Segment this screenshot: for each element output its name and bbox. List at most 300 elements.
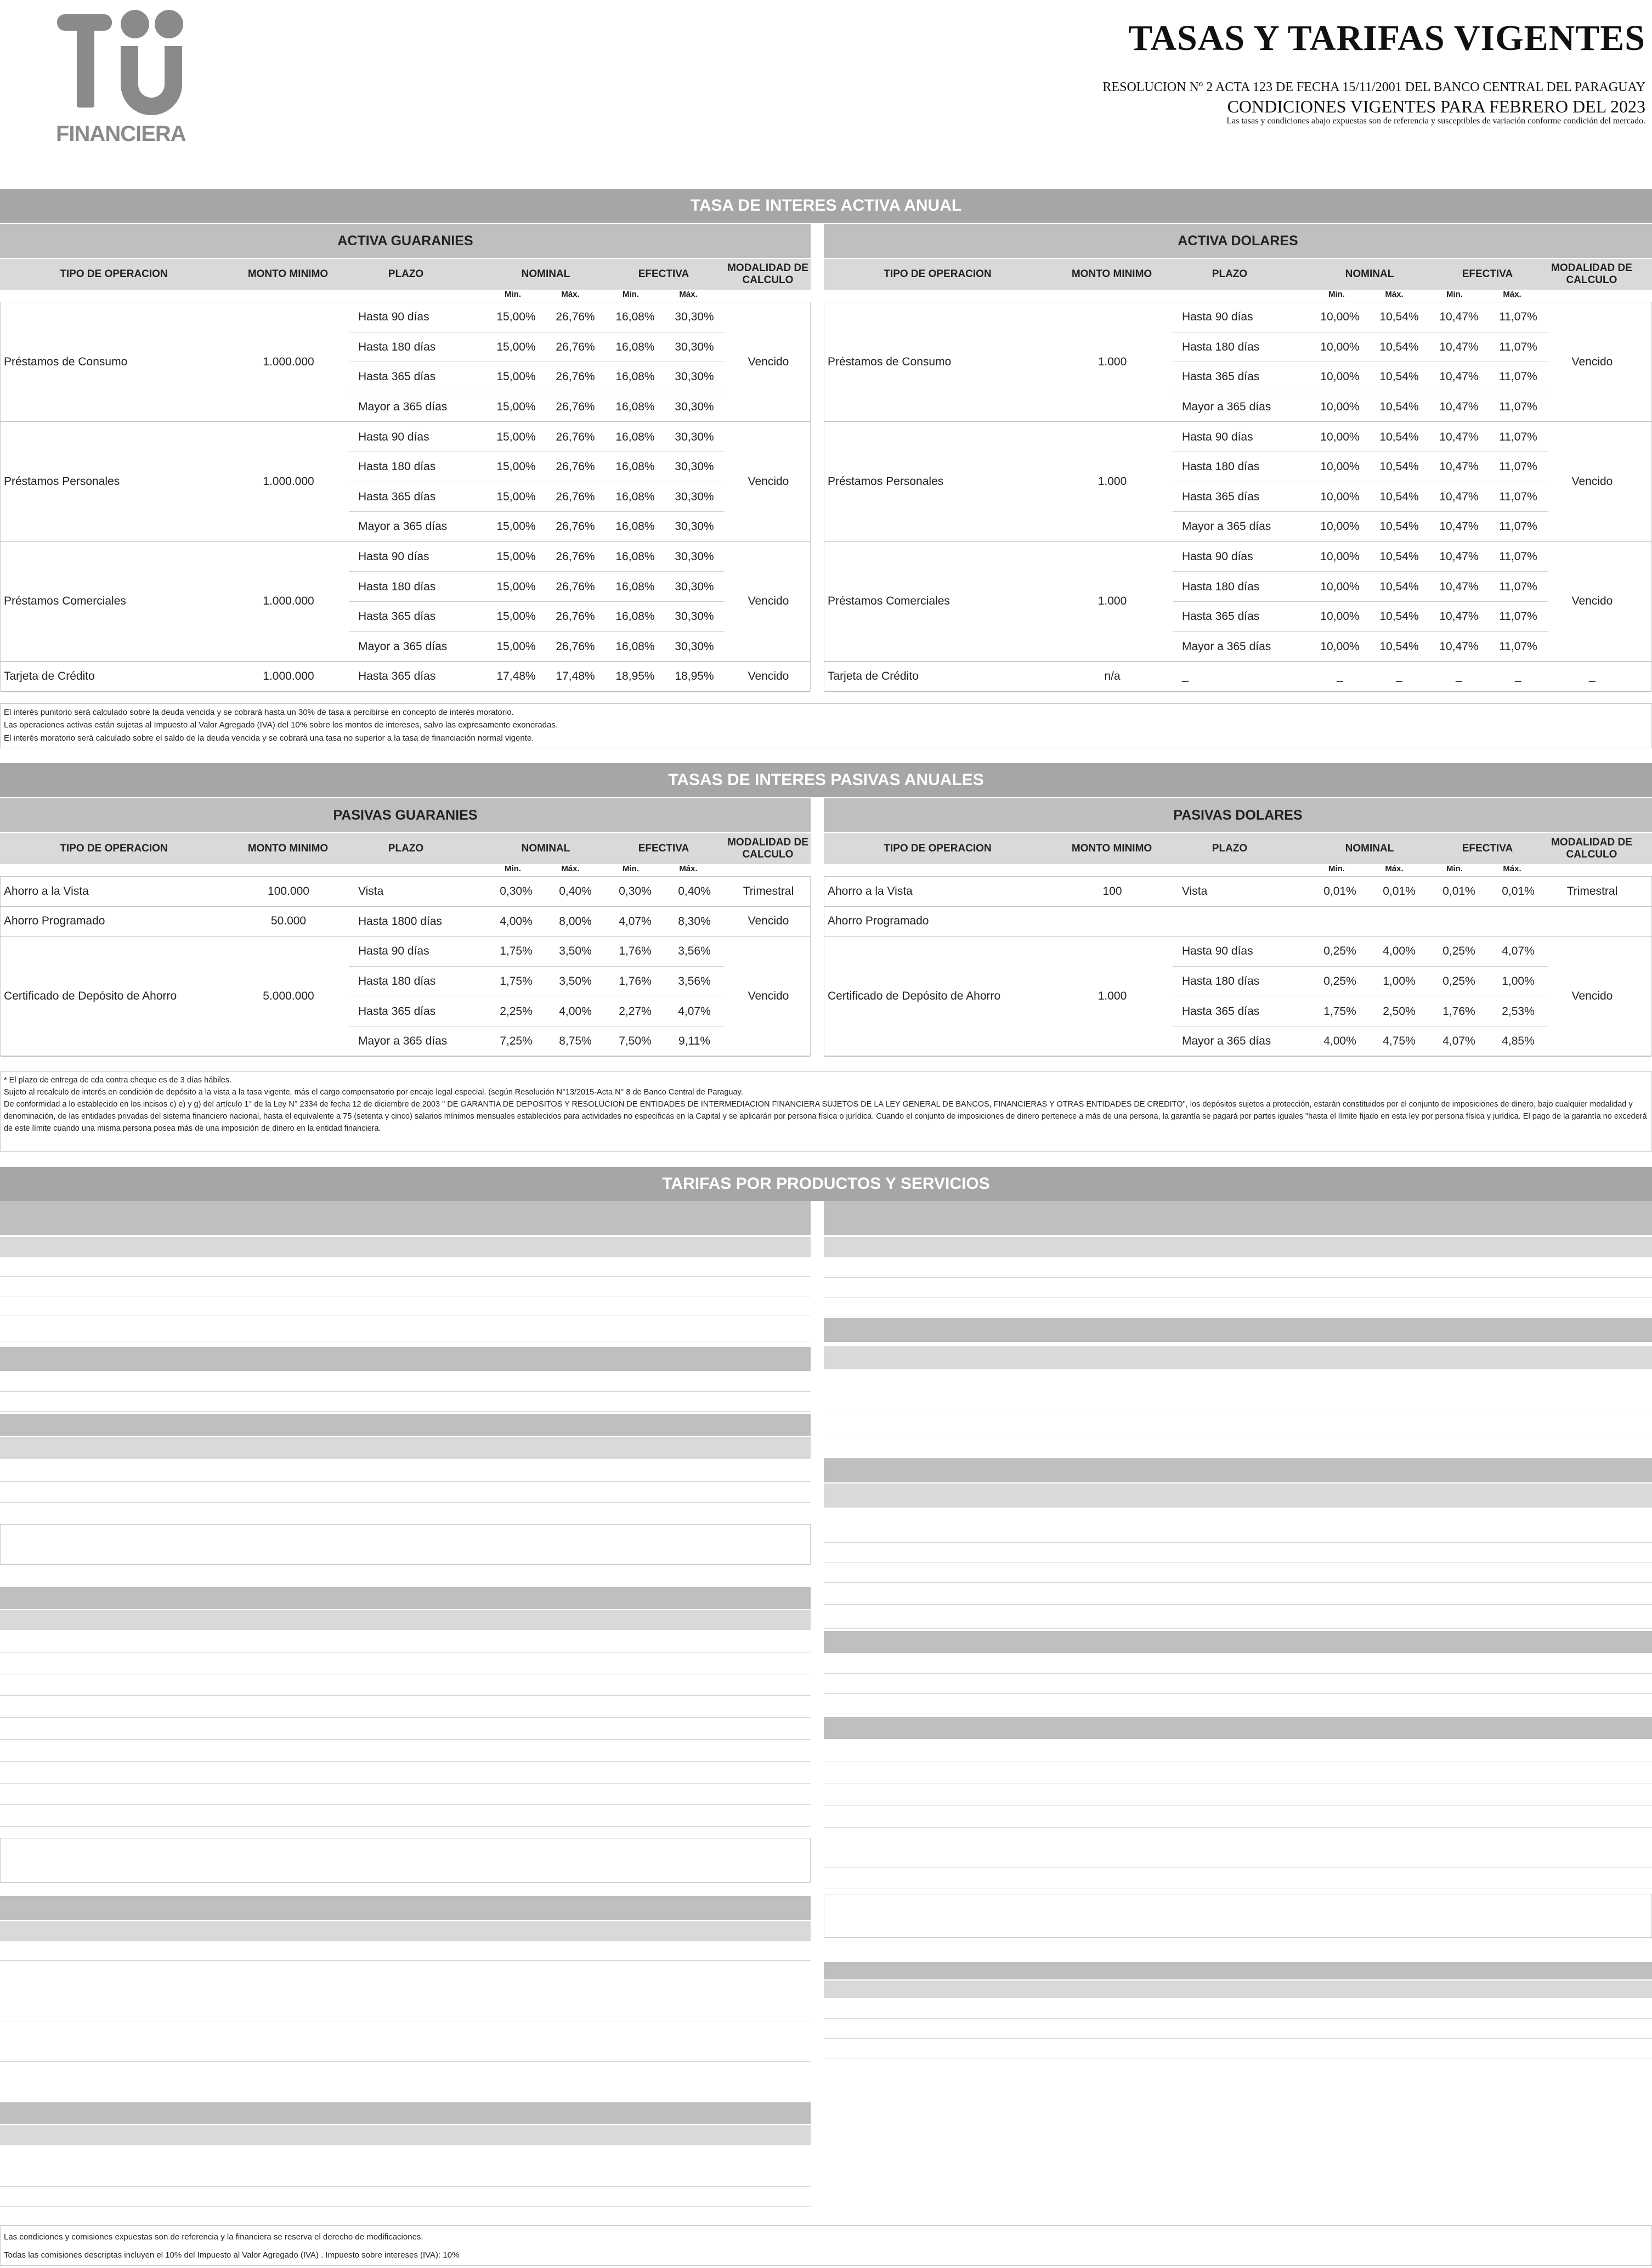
operation-type: Préstamos de Consumo [828,355,952,368]
term: Mayor a 365 días [1182,640,1271,653]
calc-mode: Vencido [748,989,789,1002]
prestamos-row [0,1961,811,2022]
value-cell [1542,1278,1652,1297]
minimum-amount: 1.000.000 [263,355,314,368]
col-min: Min. [505,864,521,873]
rate-value: 16,08% [615,370,655,383]
rate-row [824,877,1651,907]
rate-group [824,877,1651,907]
rate-value: 15,00% [496,490,536,503]
cuentas-row [0,1372,811,1392]
rate-value: 10,54% [1379,370,1419,383]
resolution-line: RESOLUCION Nº 2 ACTA 123 DE FECHA 15/11/2001 DEL BANCO CENTRAL DEL PARAGUAY [1102,80,1645,94]
rate-value: 15,00% [496,400,536,414]
rate-value: 11,07% [1499,580,1537,593]
rate-row [1,632,810,662]
col-label [488,1610,603,1630]
rate-value: 11,07% [1499,610,1537,623]
debito-row [824,1258,1652,1278]
value-cell [1542,1740,1652,1762]
col-min: Min. [623,864,639,873]
value-cell [713,1257,823,1276]
serv-tarjeta-row [824,1740,1652,1762]
term: Hasta 90 días [358,430,429,443]
value-cell [1328,1278,1509,1297]
diferenciados-row [824,2019,1652,2039]
value-cell [1372,1999,1482,2018]
debito-col-header [824,1237,1652,1257]
value-cell [713,1718,823,1739]
rate-value: 10,54% [1379,400,1419,414]
value-cell [1542,1654,1652,1673]
operation-type: Certificado de Depósito de Ahorro [4,989,177,1002]
rate-value: 26,76% [556,311,595,324]
footer-note: Las condiciones y comisiones expuestas son de referencia y la financiera se reserva el derecho de modificaciones. [4,2232,423,2242]
operation-type: Ahorro a la Vista [828,884,913,898]
rate-value [1374,907,1424,937]
serv-prestamos-title [0,2102,811,2124]
term: Hasta 90 días [1182,945,1253,958]
rate-value: 10,47% [1439,370,1479,383]
canales1-title [0,1414,811,1436]
col-label [824,1237,1246,1257]
pasiva-dolares-minmax [824,864,1652,876]
logo-text: FINANCIERA [56,122,186,146]
caja-col-header [0,1237,811,1257]
value-cell [713,1762,823,1783]
canales2-row [824,1413,1652,1436]
activa-note: El interés punitorio será calculado sobre la deuda vencida y se cobrará hasta un 30% de tasa a percibirse en concepto de interés moratorio. [4,708,514,717]
canales3-row [824,1694,1652,1713]
rate-group [1,936,810,1056]
value-cell [1252,2019,1367,2038]
rate-value: 7,25% [500,1035,533,1048]
rate-value: 30,30% [675,580,714,593]
credito-row [824,1562,1652,1582]
rate-value: 4,00% [559,1005,592,1018]
term: Hasta 90 días [358,945,429,958]
value-cell [609,1631,718,1652]
col-label [1367,1981,1476,1998]
rate-value: 11,07% [1499,400,1537,414]
rate-group [824,936,1651,1056]
rate-value: 4,00% [1323,1035,1356,1048]
col-tipo: TIPO DE OPERACION [884,268,992,280]
credito-row [824,1543,1652,1562]
rate-value: 9,11% [678,1035,710,1048]
caja-row [0,1257,811,1277]
rate-row [824,452,1651,482]
value-cell [1257,1674,1367,1693]
term: Hasta 365 días [1182,370,1260,383]
rate-value: 3,50% [559,945,592,958]
value-cell [488,1696,603,1717]
rate-value: 18,95% [615,670,655,683]
col-label [609,1437,718,1459]
col-label [824,1981,1054,1998]
value-cell [1542,1258,1652,1277]
brand-mastercard [1241,1509,1378,1521]
value-cell [1422,1413,1531,1436]
rate-value: 10,00% [1320,430,1360,443]
col-min: Min. [505,290,521,299]
rate-value: 26,76% [556,520,595,533]
term: Hasta 90 días [1182,430,1253,443]
value-cell [1553,2039,1647,2058]
servicios-title [0,1587,811,1609]
serv-tarjeta-row [824,1806,1652,1828]
value-cell [488,1674,603,1696]
pasiva-dolares-title: PASIVAS DOLARES [824,798,1652,832]
col-min: Min. [1328,864,1345,873]
disclaimer-line: Las tasas y condiciones abajo expuestas son de referencia y susceptibles de variación conforme condición del mercado. [1226,116,1645,126]
free-transactions-label [1208,1372,1372,1389]
col-label [0,2125,274,2145]
pasiva-dolares-col-header [824,833,1652,864]
diferenciados-row [824,2039,1652,2058]
col-max: Máx. [1385,864,1404,873]
operation-type: Préstamos Personales [828,475,944,488]
servicios-row [0,1631,811,1652]
rate-value: 11,07% [1499,340,1537,353]
rate-value: 16,08% [615,400,655,414]
servicios-row [0,1674,811,1696]
value-cell [1542,1847,1652,1867]
diferenciados-title [824,1962,1652,1979]
rate-value: 2,25% [500,1005,533,1018]
rate-group [1,302,810,422]
col-label [488,1237,603,1257]
calc-mode: Vencido [748,355,789,368]
col-label [488,1437,603,1459]
rate-value: 10,47% [1439,340,1479,353]
rate-group [1,662,810,692]
term: Mayor a 365 días [1182,400,1271,414]
rate-value: 16,08% [615,580,655,593]
rate-value: 10,54% [1379,610,1419,623]
rate-value: 2,50% [1383,1005,1416,1018]
rate-value: 16,08% [615,460,655,473]
rate-value: 10,00% [1320,311,1360,324]
col-label [824,1483,1054,1508]
rate-row [1,392,810,422]
value-cell [609,1316,718,1341]
term: Hasta 90 días [1182,311,1253,324]
value-cell [1252,1999,1367,2018]
activa-guaranies-table [0,302,811,691]
rate-value: 30,30% [675,340,714,353]
rate-value: 26,76% [556,430,595,443]
col-label [1553,1981,1647,1998]
rate-value: 15,00% [496,370,536,383]
col-label [1328,1237,1444,1257]
value-cell [1257,1543,1367,1562]
periodicity [724,2062,812,2101]
rate-value: 11,07% [1499,460,1537,473]
rate-value: 10,54% [1379,311,1419,324]
col-max: Máx. [679,864,698,873]
minimum-amount: 100 [1102,884,1122,898]
value-cell [713,1631,823,1652]
col-max: Máx. [561,290,580,299]
rate-value: 10,00% [1320,610,1360,623]
value-cell [1542,1523,1652,1542]
operation-type: Ahorro a la Vista [4,884,89,898]
rate-group [824,907,1651,937]
rate-value: 30,30% [675,311,714,324]
rate-value: 16,08% [615,311,655,324]
col-label [713,1921,823,1941]
col-max: Máx. [561,864,580,873]
rate-value: 3,50% [559,975,592,988]
serv-tarjeta-row2 [824,1868,1652,1888]
rate-row [1,512,810,542]
rate-row [824,332,1651,363]
rate-value: 17,48% [496,670,536,683]
calc-mode: Trimestral [1566,884,1618,898]
rate-value: 10,00% [1320,490,1360,503]
canales1-col-header [0,1437,811,1459]
rate-value: 4,07% [678,1005,711,1018]
value-cell [488,1316,603,1341]
rate-value: 0,01% [1323,885,1356,898]
value-cell [1257,1868,1367,1888]
value-cell [713,1696,823,1717]
concept [351,2022,713,2061]
rate-value: 10,54% [1379,640,1419,653]
operation-type: Ahorro Programado [828,915,929,928]
rate-row [824,967,1651,997]
term: Hasta 365 días [358,370,436,383]
footer-note: Todas las comisiones descriptas incluyen el 10% del Impuesto al Valor Agregado (IVA) . Impuesto sobre intereses (IVA): 10% [4,2250,460,2260]
pasiva-note: Sujeto al recalculo de interés en condición de depósito a la vista a la tasa vigente, más el cargo compensatorio por encaje legal especial. (según Resolución N°13/2015-Acta N° 8 de Banco Central de Paraguay. [4,1088,743,1097]
rate-value: 4,85% [1502,1035,1535,1048]
servicios-row [0,1740,811,1762]
rate-row [824,542,1651,572]
rate-value: 15,00% [496,610,536,623]
serv-tarjeta-row [824,1762,1652,1784]
value-cell [697,1392,806,1411]
term: Hasta 90 días [1182,550,1253,563]
rate-value: 0,40% [678,885,711,898]
value-cell [1542,1694,1652,1713]
value-cell [1542,1543,1652,1562]
pasiva-guaranies-title: PASIVAS GUARANIES [0,798,811,832]
col-efectiva: EFECTIVA [638,843,689,855]
rate-value: 16,08% [615,610,655,623]
rate-value: 0,01% [1383,885,1416,898]
servicios-row [0,1696,811,1718]
rate-row [824,422,1651,452]
rate-row [824,662,1651,692]
term: Mayor a 365 días [1182,520,1271,533]
rate-row [824,302,1651,332]
rate-value: 4,00% [1383,945,1416,958]
activa-dolares-minmax [824,290,1652,302]
value-cell [713,1740,823,1761]
rate-value: 1,76% [1442,1005,1475,1018]
term: Hasta 180 días [358,580,436,593]
footer-notes [0,2225,1652,2266]
value-cell [1252,2039,1367,2058]
value-cell [488,1740,603,1761]
pasiva-guaranies-col-header [0,833,811,864]
value-cell [609,1257,718,1276]
activa-guaranies-title: ACTIVA GUARANIES [0,224,811,258]
value-cell [1328,1258,1509,1277]
servicios-row [0,1652,811,1674]
rate-value: 10,54% [1379,430,1419,443]
value-cell [488,1631,603,1652]
serv-tarjeta-title [824,1717,1652,1739]
rate-value: 26,76% [556,580,595,593]
canales2-subheader [824,1372,1652,1389]
servicios-note [0,1838,811,1883]
rate-group [824,302,1651,422]
periodicity [724,1941,812,1960]
rate-value: 8,75% [559,1035,592,1048]
rate-value: 4,07% [1442,1035,1475,1048]
prestamos-row [0,2062,811,2101]
caja-row [0,1277,811,1296]
col-label [1542,1483,1652,1508]
col-label [713,1610,823,1630]
rate-value: 2,27% [619,1005,652,1018]
pasiva-banner: TASAS DE INTERES PASIVAS ANUALES [0,763,1652,797]
value-cell [1542,1762,1652,1784]
rate-group [824,542,1651,662]
col-min: Min. [1446,864,1463,873]
prestamos-row [0,1941,811,1961]
calc-mode: Vencido [748,475,789,488]
serv-tarjeta-head [824,1828,1652,1846]
rate-value: 16,08% [615,430,655,443]
caja-title [0,1201,811,1235]
concept [351,1961,713,2022]
col-label [713,1437,823,1459]
col-label [0,1921,274,1941]
value-cell [488,1372,603,1391]
rate-value: 26,76% [556,370,595,383]
rate-value: 30,30% [675,610,714,623]
calc-mode: Vencido [748,595,789,608]
pasiva-note: De conformidad a lo establecido en los incisos c) e) y g) del artículo 1° de la Ley N° 2334 de fecha 12 de diciembre de 2003 " DE GARANTIA DE DEPOSITOS Y RESOLUCION DE ENTIDADES DE INTERMEDIACION FINANCIERA SUJETOS DE LA LEY GENERAL DE BANCOS, FINANCIERAS Y OTRAS ENTIDADES DE CREDITO", los depósitos sujetos a protección, estarán constituidos por el conjunto de imposiciones de dinero, bajo cualquier modalidad y denominación, de las entidades privadas del sistema financiero nacional, hasta el equivalente a 75 (setenta y cinco) salarios mínimos mensuales establecidos para actividades no especificas en la Capital y se aplicarán por persona física o jurídica. Cuando el conjunto de imposiciones de dinero pertenece a más de una persona, la garantía se pagará por partes iguales "hasta el límite fijado en esta ley por persona física y jurídica. El pago de la garantía no excederá de este límite cuando una misma persona posea más de una imposición de dinero en la entidad financiera. [4,1100,1647,1133]
value-cell [1257,1694,1367,1713]
value-cell [609,1762,718,1783]
operation-type: Certificado de Depósito de Ahorro [828,989,1001,1002]
credito-row [824,1609,1652,1629]
col-min: Min. [1328,290,1345,299]
value-cell [1257,1740,1367,1762]
value-cell [609,1696,718,1717]
rate-value: 11,07% [1499,490,1537,503]
term: Hasta 365 días [358,1005,436,1018]
page-title: TASAS Y TARIFAS VIGENTES [1128,18,1645,58]
pasiva-guaranies-minmax [0,864,811,876]
activa-notes [0,703,1652,748]
operation-type: Préstamos Personales [4,475,120,488]
col-label [1252,1981,1367,1998]
rate-value: 4,07% [619,915,652,928]
col-nominal: NOMINAL [1345,843,1394,855]
col-efectiva: EFECTIVA [638,268,689,280]
col-monto: MONTO MINIMO [1071,268,1152,280]
value-cell [488,1296,603,1316]
rate-value: 10,54% [1379,580,1419,593]
rate-value: 10,47% [1439,640,1479,653]
calc-mode: Vencido [1571,989,1613,1002]
col-label [609,1237,718,1257]
concept [351,1941,713,1960]
rate-row [824,632,1651,662]
col-efectiva: EFECTIVA [1462,268,1513,280]
activa-dolares-title: ACTIVA DOLARES [824,224,1652,258]
col-label [0,1610,274,1630]
value-cell [609,2187,718,2206]
value-cell [488,1805,603,1826]
value-cell [488,1392,603,1411]
calc-mode: Vencido [1571,475,1613,488]
rate-value: 10,00% [1320,520,1360,533]
rate-value: 18,95% [675,670,714,683]
rate-row [1,572,810,602]
value-cell [1542,1784,1652,1806]
operation-type: Ahorro Programado [4,915,105,928]
rate-value: 10,00% [1320,640,1360,653]
value-cell [609,1482,718,1502]
col-nominal: NOMINAL [521,843,570,855]
col-label [488,2125,603,2145]
col-label [609,2125,718,2145]
col-nominal: NOMINAL [521,268,570,280]
rate-value: 26,76% [556,610,595,623]
rate-value: 8,00% [559,915,592,928]
rate-value: 2,53% [1502,1005,1535,1018]
calc-mode: Vencido [1571,355,1613,368]
value-cell [713,1461,823,1481]
col-label [0,1437,186,1459]
term: Hasta 365 días [358,490,436,503]
value-cell [609,1277,718,1296]
term: Hasta 365 días [1182,610,1260,623]
rate-value: 11,07% [1499,370,1537,383]
rate-value: 4,00% [500,915,533,928]
rate-value: 15,00% [496,550,536,563]
rate-value: 10,54% [1379,460,1419,473]
operation-type: Préstamos Comerciales [4,595,126,608]
credito-title [824,1458,1652,1482]
col-label [713,2125,823,2145]
rate-value: 26,76% [556,460,595,473]
rate-value: 10,00% [1320,460,1360,473]
value-cell [1257,1583,1367,1604]
value-cell [1257,1562,1367,1582]
rate-value: 10,47% [1439,311,1479,324]
value-cell [1230,1390,1345,1413]
rate-group [1,542,810,662]
value-cell [1553,1999,1647,2018]
serv-tarjeta-row [824,1784,1652,1806]
canales1-notes [0,1524,811,1565]
term: Hasta 365 días [358,670,436,683]
rate-value: 10,00% [1320,400,1360,414]
rate-value: 1,75% [500,975,533,988]
minimum-amount: 100.000 [268,884,309,898]
rate-value: 16,08% [615,520,655,533]
col-nominal: NOMINAL [1345,268,1394,280]
minimum-amount: 1.000 [1097,355,1127,368]
concept [351,2062,713,2101]
